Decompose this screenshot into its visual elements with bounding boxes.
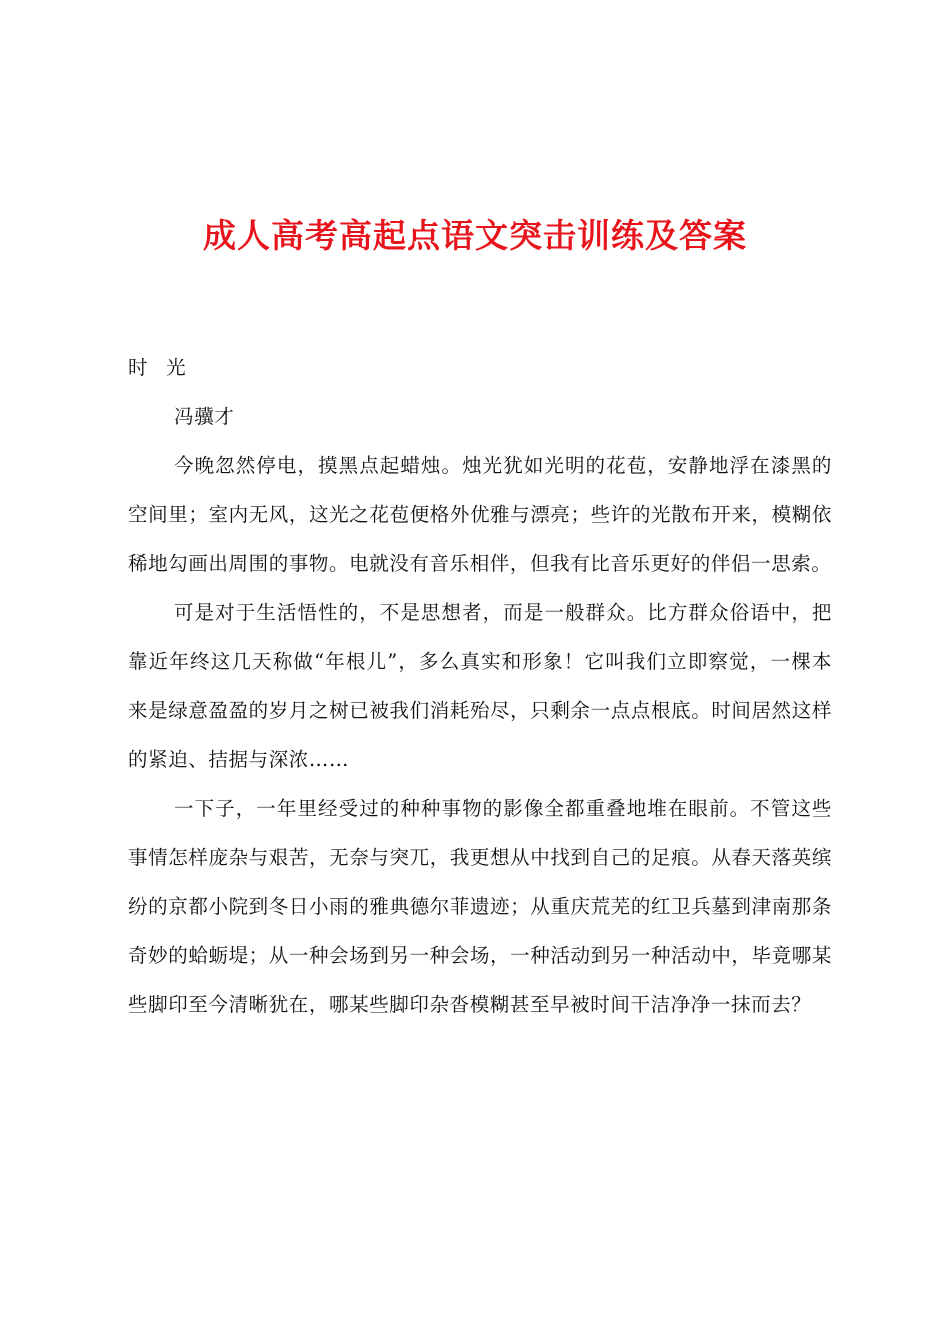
article-title-char-2: 光 (166, 356, 187, 379)
article-title-char-1: 时 (128, 356, 149, 379)
paragraph-2: 可是对于生活悟性的，不是思想者，而是一般群众。比方群众俗语中，把靠近年终这几天称做“年根儿”，多么真实和形象！它叫我们立即察觉，一棵本来是绿意盈盈的岁月之树已被我们消耗殆尽，只剩余一点点根底。时间居然这样的紧迫、拮据与深浓…… (128, 601, 832, 771)
article-title (128, 343, 832, 392)
document-title: 成人高考高起点语文突击训练及答案 (203, 216, 747, 255)
paragraph-3: 一下子，一年里经受过的种种事物的影像全都重叠地堆在眼前。不管这些事情怎样庞杂与艰苦，无奈与突兀，我更想从中找到自己的足痕。从春天落英缤纷的京都小院到冬日小雨的雅典德尔菲遗迹；从重庆荒芜的红卫兵墓到津南那条奇妙的蛤蛎堤；从一种会场到另一种会场，一种活动到另一种活动中，毕竟哪某些脚印至今清晰犹在，哪某些脚印杂沓模糊甚至早被时间干洁净净一抹而去？ (128, 797, 832, 1016)
paragraph-1: 今晚忽然停电，摸黑点起蜡烛。烛光犹如光明的花苞，安静地浮在漆黑的空间里；室内无风，这光之花苞便格外优雅与漂亮；些许的光散布开来，模糊依稀地勾画出周围的事物。电就没有音乐相伴，但我有比音乐更好的伴侣一思索。 (128, 454, 832, 575)
article-body (128, 343, 832, 1029)
article-author: 冯骥才 (174, 405, 235, 428)
